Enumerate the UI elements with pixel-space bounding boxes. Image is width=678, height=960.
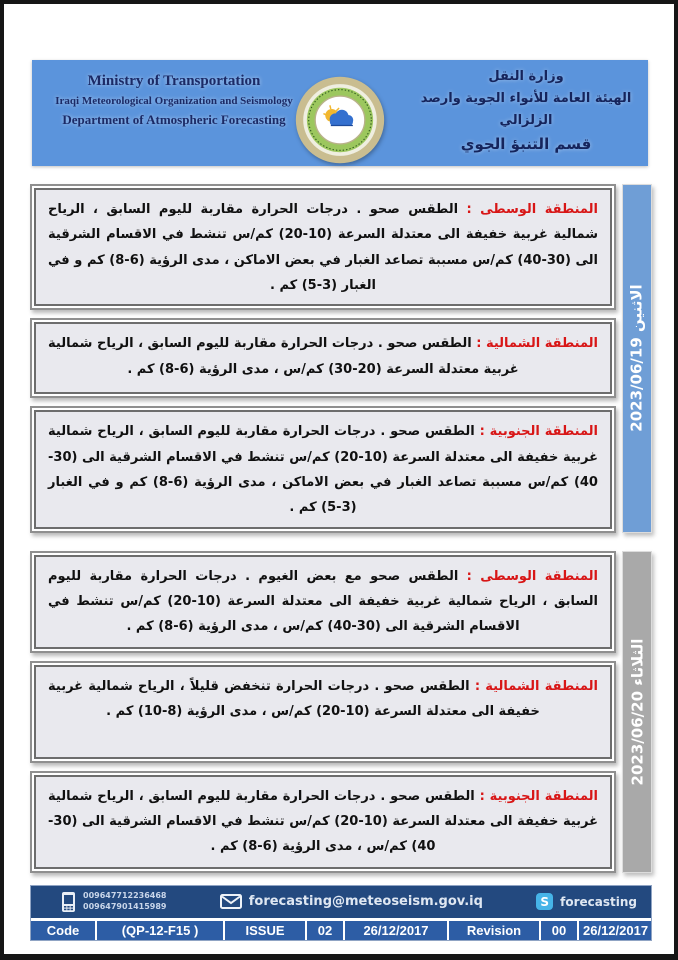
email-address: forecasting@meteoseism.gov.iq <box>248 894 483 910</box>
organization-logo <box>294 74 386 166</box>
mobile-phone-icon <box>61 891 76 913</box>
skype-contact <box>536 893 637 910</box>
day-label-monday: الاثنين 2023/06/19 <box>628 284 646 433</box>
ministry-name-en: Ministry of Transportation <box>87 73 261 89</box>
sky-header-banner <box>32 60 648 166</box>
department-name-en: Department of Atmospheric Forecasting <box>62 112 286 128</box>
forecast-box-southern-tuesday <box>30 771 616 873</box>
organization-names-arabic <box>410 66 642 158</box>
forecast-box-northern-monday <box>30 318 616 398</box>
region-title-northern: المنطقة الشمالية : <box>471 336 599 352</box>
day-bar-monday <box>622 184 652 533</box>
forecast-box-southern-monday <box>30 406 616 532</box>
forecast-box-northern-tuesday <box>30 661 616 763</box>
email-contact <box>220 894 483 909</box>
code-label: Code <box>46 922 80 938</box>
phone-number-1: 009647712236468 <box>83 891 167 901</box>
region-title-southern: المنطقة الجنوبية : <box>474 788 598 804</box>
forecast-text-central-tuesday: الطقس صحو مع بعض الغيوم . درجات الحرارة مقاربة لليوم السابق ، الرياح شمالية غربية خفيفة الى معتدلة السرعة (10-20) كم/س تنشط في الاقسام الشرقية الى (30-40) كم/س ، مدى الرؤية (6-8) كم . <box>48 568 598 635</box>
forecast-box-central-tuesday <box>30 551 616 653</box>
phone-numbers <box>83 891 167 912</box>
ministry-name-ar: وزارة النقل <box>488 69 564 84</box>
skype-handle: forecasting <box>560 894 637 909</box>
region-title-central: المنطقة الوسطى : <box>458 202 598 217</box>
organization-name-ar: الهيئة العامة للأنواء الجوية وارصد الزلزالي <box>420 91 632 129</box>
forecast-content <box>4 166 674 873</box>
issue-label: ISSUE <box>223 921 305 940</box>
phone-number-2: 009647901415989 <box>83 901 167 911</box>
issue-number: 02 <box>305 921 343 940</box>
organization-name-en: Iraqi Meteorological Organization and Seismology <box>55 94 293 107</box>
revision-number: 00 <box>539 921 577 940</box>
department-name-ar: قسم التنبؤ الجوي <box>460 135 592 154</box>
forecast-text-central-monday: الطقس صحو . درجات الحرارة مقاربة لليوم السابق ، الرياح شمالية غربية خفيفة الى معتدلة السرعة (10-20) كم/س تنشط في الاقسام الشرقية الى (30-40) كم/س مسببة تصاعد الغبار في بعض الاماكن ، مدى الرؤية (6-8) كم و في الغبار (3-5) كم . <box>48 202 598 294</box>
day-label-tuesday: الثلاثاء 2023/06/20 <box>628 638 646 786</box>
region-title-northern: المنطقة الشمالية : <box>469 678 598 694</box>
forecast-text-southern-tuesday: الطقس صحو . درجات الحرارة مقاربة لليوم السابق ، الرياح شمالية غربية خفيفة الى معتدلة السرعة (10-20) كم/س تنشط في الاقسام الشرقية الى (30-40) كم/س ، مدى الرؤية (6-8) كم . <box>48 788 599 855</box>
revision-label: Revision <box>447 921 539 940</box>
forecast-text-northern-tuesday: الطقس صحو . درجات الحرارة تنخفض قليلاً ، الرياح شمالية غربية خفيفة الى معتدلة السرعة (10-20) كم/س ، مدى الرؤية (8-10) كم . <box>48 678 540 720</box>
skype-icon: S <box>536 893 553 910</box>
contact-bar <box>31 886 651 918</box>
phone-contact <box>61 891 167 913</box>
forecast-text-southern-monday: الطقس صحو . درجات الحرارة مقاربة لليوم السابق ، الرياح شمالية غربية خفيفة الى معتدلة السرعة (10-20) كم/س تنشط في الاقسام الشرقية الى (30-40) كم/س مسببة تصاعد الغبار في بعض الاماكن ، مدى الرؤية (6-8) كم و في الغبار (3-5) كم . <box>48 424 599 516</box>
forecast-group-tuesday <box>30 551 652 873</box>
day-bar-tuesday <box>622 551 652 873</box>
region-title-southern: المنطقة الجنوبية : <box>474 424 598 440</box>
issue-date: 26/12/2017 <box>343 921 447 940</box>
code-value: (QP-12-F15 ) <box>95 921 223 940</box>
region-title-central: المنطقة الوسطى : <box>458 568 598 584</box>
document-code-row <box>31 918 651 940</box>
revision-date: 26/12/2017 <box>577 921 651 940</box>
organization-names-english <box>40 70 308 131</box>
document-footer <box>30 885 652 941</box>
forecast-group-monday <box>30 184 652 533</box>
forecast-text-northern-monday: الطقس صحو . درجات الحرارة مقاربة لليوم السابق ، الرياح شمالية غربية معتدلة السرعة (20-30) كم/س ، مدى الرؤية (6-8) كم . <box>48 336 519 377</box>
forecast-box-central-monday <box>30 184 616 310</box>
envelope-icon <box>220 894 242 909</box>
